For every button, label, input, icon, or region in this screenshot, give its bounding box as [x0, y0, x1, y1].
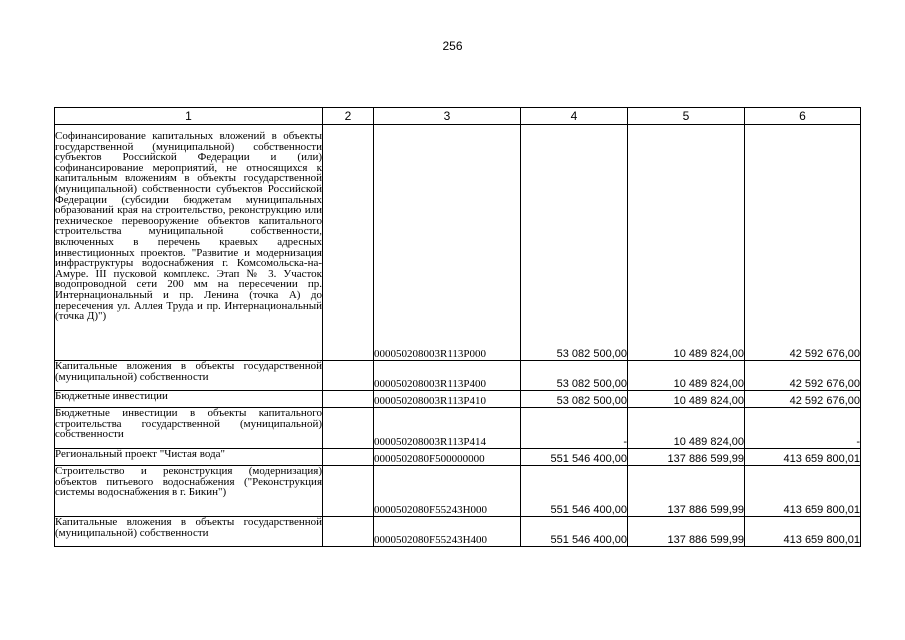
table-row: [55, 361, 861, 391]
row-col6: -: [745, 408, 861, 449]
table-row: [55, 125, 861, 361]
row-name: Региональный проект "Чистая вода": [55, 449, 323, 466]
table-row: [55, 408, 861, 449]
row-col6: 413 659 800,01: [745, 449, 861, 466]
row-col4: 551 546 400,00: [521, 517, 628, 547]
column-header-2: 2: [323, 108, 374, 125]
row-col4: 551 546 400,00: [521, 449, 628, 466]
row-col6: 42 592 676,00: [745, 391, 861, 408]
row-code: 0000502080F500000000: [374, 449, 521, 466]
row-code: 0000502080F55243H000: [374, 466, 521, 517]
row-name: Бюджетные инвестиции: [55, 391, 323, 408]
row-col4: 53 082 500,00: [521, 391, 628, 408]
table-row: [55, 391, 861, 408]
page-number: 256: [442, 39, 463, 53]
row-col6: 42 592 676,00: [745, 125, 861, 361]
row-col6: 413 659 800,01: [745, 466, 861, 517]
column-header-6: 6: [745, 108, 861, 125]
row-col2: [323, 466, 374, 517]
row-col4: 53 082 500,00: [521, 361, 628, 391]
row-col2: [323, 391, 374, 408]
row-col4: 53 082 500,00: [521, 125, 628, 361]
budget-table: [54, 107, 861, 547]
column-header-3: 3: [374, 108, 521, 125]
row-col6: 413 659 800,01: [745, 517, 861, 547]
row-name: Капитальные вложения в объекты государственной (муниципальной) собственности: [55, 517, 323, 547]
table-row: [55, 517, 861, 547]
row-name: Капитальные вложения в объекты государственной (муниципальной) собственности: [55, 361, 323, 391]
row-name: Софинансирование капитальных вложений в объекты государственной (муниципальной) собственности субъектов Российской Федерации и (или) софинансирование мероприятий, не относящихся к капитальным вложениям в объекты государственной (муниципальной) собственности субъектов Российской Федерации (субсидии бюджетам муниципальных образований края на строительство, реконструкцию или техническое перевооружение объектов капитального строительства муниципальной собственности, включенных в перечень краевых адресных инвестиционных проектов. "Развитие и модернизация инфраструктуры водоснабжения г. Комсомольска-на-Амуре. III пусковой комплекс. Этап № 3. Участок водопроводной сети 200 мм на пересечении пр. Интернациональный и пр. Ленина (точка А) до пересечения ул. Аллея Труда и пр. Интернациональный (точка Д)"): [55, 125, 323, 361]
row-code: 000050208003R113P414: [374, 408, 521, 449]
column-header-5: 5: [628, 108, 745, 125]
row-col5: 137 886 599,99: [628, 517, 745, 547]
row-col5: 137 886 599,99: [628, 466, 745, 517]
row-col5: 10 489 824,00: [628, 361, 745, 391]
row-col5: 10 489 824,00: [628, 125, 745, 361]
column-header-1: 1: [55, 108, 323, 125]
row-code: 0000502080F55243H400: [374, 517, 521, 547]
column-header-4: 4: [521, 108, 628, 125]
row-name: Бюджетные инвестиции в объекты капитального строительства государственной (муниципальной) собственности: [55, 408, 323, 449]
row-col2: [323, 125, 374, 361]
row-name: Строительство и реконструкция (модернизация) объектов питьевого водоснабжения ("Реконструкция системы водоснабжения в г. Бикин"): [55, 466, 323, 517]
row-col4: -: [521, 408, 628, 449]
table-row: [55, 466, 861, 517]
row-col5: 10 489 824,00: [628, 408, 745, 449]
table-header-row: [55, 108, 861, 125]
row-col2: [323, 517, 374, 547]
row-code: 000050208003R113P000: [374, 125, 521, 361]
row-col2: [323, 408, 374, 449]
row-col6: 42 592 676,00: [745, 361, 861, 391]
row-col5: 137 886 599,99: [628, 449, 745, 466]
row-code: 000050208003R113P400: [374, 361, 521, 391]
table-row: [55, 449, 861, 466]
row-col5: 10 489 824,00: [628, 391, 745, 408]
row-col4: 551 546 400,00: [521, 466, 628, 517]
row-col2: [323, 449, 374, 466]
row-col2: [323, 361, 374, 391]
row-code: 000050208003R113P410: [374, 391, 521, 408]
